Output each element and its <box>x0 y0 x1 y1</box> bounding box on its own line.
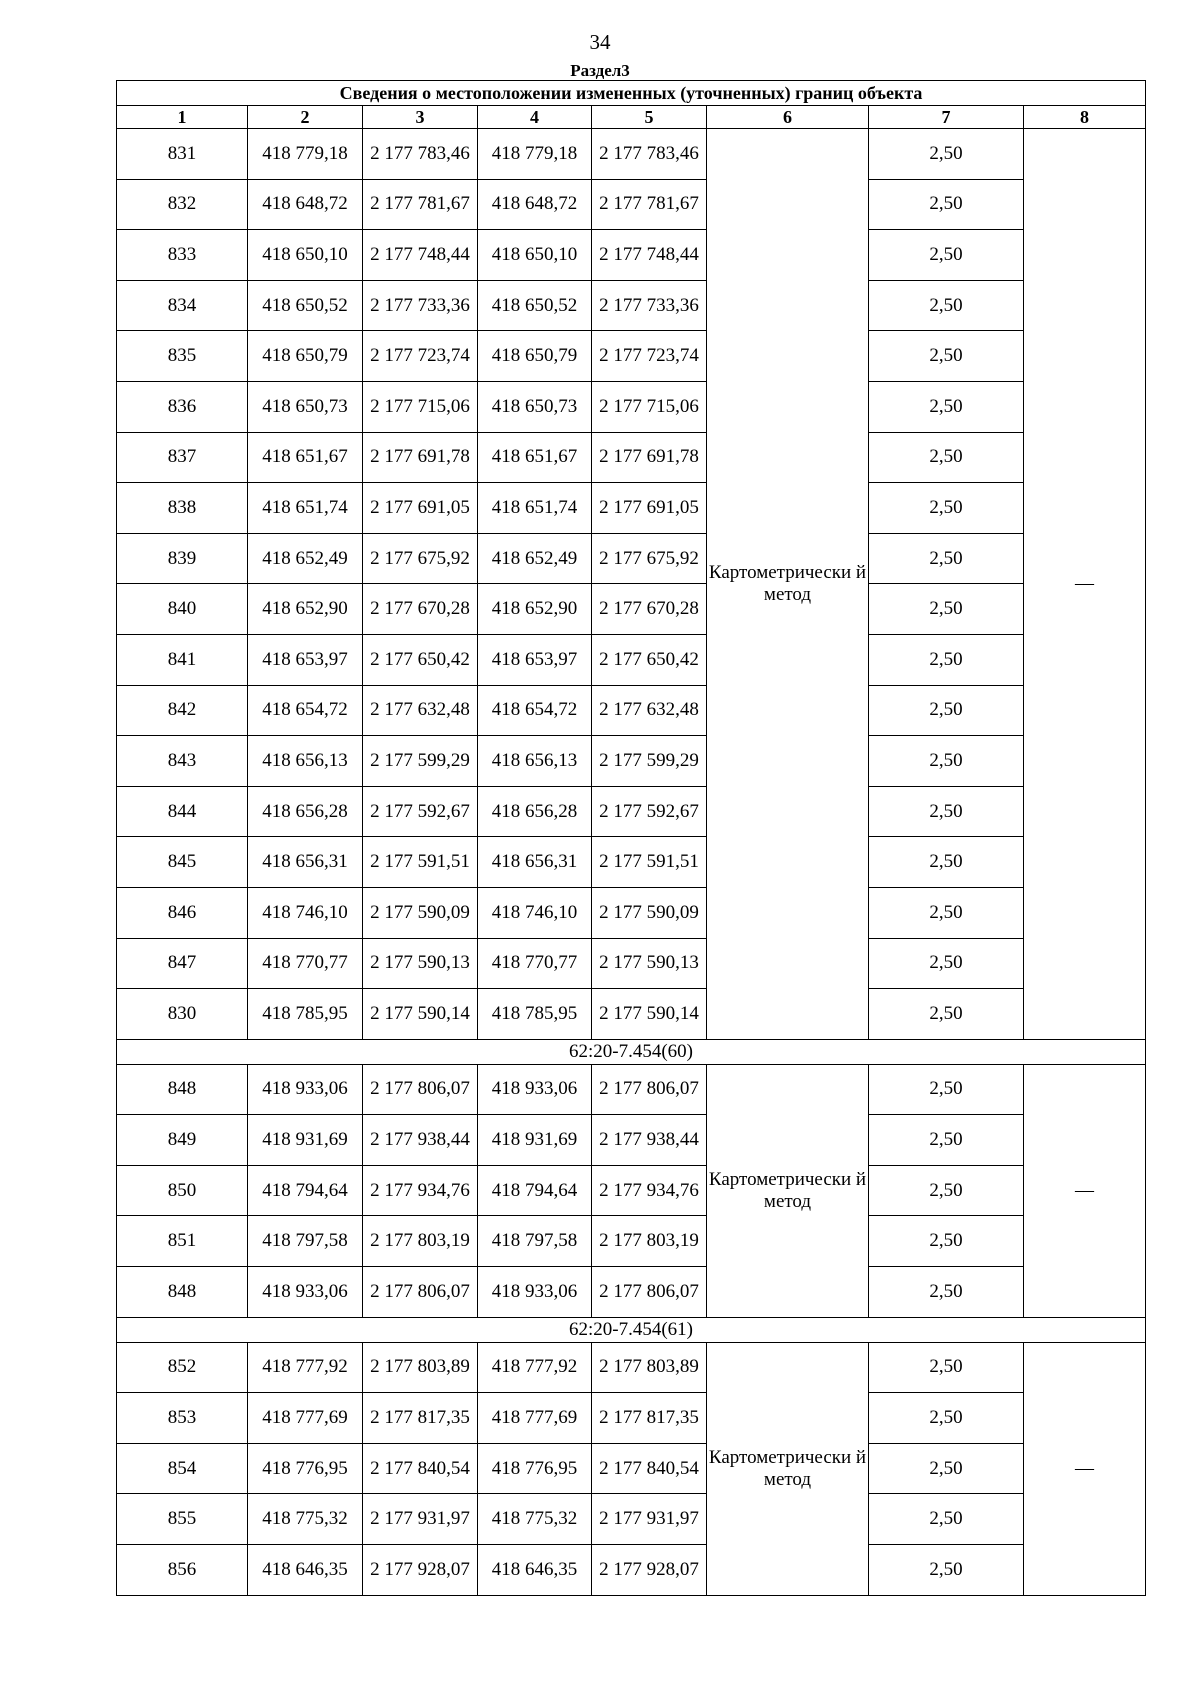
x-existing-cell: 418 650,79 <box>248 331 363 382</box>
y-refined-cell: 2 177 590,09 <box>592 887 707 938</box>
accuracy-cell: 2,50 <box>869 129 1024 180</box>
table-row <box>117 837 1146 888</box>
x-refined-cell: 418 933,06 <box>478 1064 592 1115</box>
x-existing-cell: 418 656,13 <box>248 736 363 787</box>
y-existing-cell: 2 177 691,78 <box>363 432 478 483</box>
point-number-cell: 845 <box>117 837 248 888</box>
y-existing-cell: 2 177 840,54 <box>363 1443 478 1494</box>
page-number: 34 <box>589 30 611 54</box>
x-refined-cell: 418 654,72 <box>478 685 592 736</box>
point-number-cell: 853 <box>117 1393 248 1444</box>
x-refined-cell: 418 650,52 <box>478 280 592 331</box>
point-number-cell: 836 <box>117 381 248 432</box>
accuracy-cell: 2,50 <box>869 634 1024 685</box>
y-existing-cell: 2 177 806,07 <box>363 1064 478 1115</box>
column-number-2: 2 <box>248 106 363 129</box>
x-existing-cell: 418 777,69 <box>248 1393 363 1444</box>
section-label: Раздел3 <box>570 61 630 80</box>
x-existing-cell: 418 651,67 <box>248 432 363 483</box>
y-refined-cell: 2 177 691,78 <box>592 432 707 483</box>
column-number-8: 8 <box>1024 106 1146 129</box>
point-number-cell: 854 <box>117 1443 248 1494</box>
table-row <box>117 1267 1146 1318</box>
accuracy-cell: 2,50 <box>869 887 1024 938</box>
y-refined-cell: 2 177 599,29 <box>592 736 707 787</box>
point-number-cell: 841 <box>117 634 248 685</box>
y-refined-cell: 2 177 591,51 <box>592 837 707 888</box>
x-refined-cell: 418 931,69 <box>478 1115 592 1166</box>
accuracy-cell: 2,50 <box>869 280 1024 331</box>
table-row <box>117 786 1146 837</box>
accuracy-cell: 2,50 <box>869 1342 1024 1393</box>
point-number-cell: 835 <box>117 331 248 382</box>
point-number-cell: 849 <box>117 1115 248 1166</box>
table-row <box>117 989 1146 1040</box>
y-refined-cell: 2 177 806,07 <box>592 1267 707 1318</box>
table-row <box>117 331 1146 382</box>
point-number-cell: 832 <box>117 179 248 230</box>
y-existing-cell: 2 177 650,42 <box>363 634 478 685</box>
accuracy-cell: 2,50 <box>869 1393 1024 1444</box>
table-row <box>117 1545 1146 1596</box>
y-existing-cell: 2 177 723,74 <box>363 331 478 382</box>
y-refined-cell: 2 177 783,46 <box>592 129 707 180</box>
point-number-cell: 848 <box>117 1064 248 1115</box>
accuracy-cell: 2,50 <box>869 230 1024 281</box>
boundary-coordinates-table <box>116 80 1146 1596</box>
description-cell: — <box>1024 129 1146 1040</box>
y-refined-cell: 2 177 934,76 <box>592 1165 707 1216</box>
point-number-cell: 855 <box>117 1494 248 1545</box>
point-number-cell: 848 <box>117 1267 248 1318</box>
x-refined-cell: 418 777,92 <box>478 1342 592 1393</box>
column-number-4: 4 <box>478 106 592 129</box>
y-refined-cell: 2 177 817,35 <box>592 1393 707 1444</box>
x-refined-cell: 418 785,95 <box>478 989 592 1040</box>
x-refined-cell: 418 652,49 <box>478 533 592 584</box>
y-existing-cell: 2 177 592,67 <box>363 786 478 837</box>
y-refined-cell: 2 177 803,19 <box>592 1216 707 1267</box>
point-number-cell: 844 <box>117 786 248 837</box>
x-existing-cell: 418 650,73 <box>248 381 363 432</box>
y-existing-cell: 2 177 783,46 <box>363 129 478 180</box>
accuracy-cell: 2,50 <box>869 1494 1024 1545</box>
x-existing-cell: 418 794,64 <box>248 1165 363 1216</box>
y-existing-cell: 2 177 928,07 <box>363 1545 478 1596</box>
x-refined-cell: 418 656,28 <box>478 786 592 837</box>
table-row <box>117 230 1146 281</box>
x-refined-cell: 418 650,10 <box>478 230 592 281</box>
accuracy-cell: 2,50 <box>869 786 1024 837</box>
point-number-cell: 842 <box>117 685 248 736</box>
table-row <box>117 584 1146 635</box>
accuracy-cell: 2,50 <box>869 381 1024 432</box>
y-existing-cell: 2 177 599,29 <box>363 736 478 787</box>
y-existing-cell: 2 177 691,05 <box>363 483 478 534</box>
parcel-subheading-row <box>117 1039 1146 1064</box>
x-refined-cell: 418 650,79 <box>478 331 592 382</box>
y-refined-cell: 2 177 781,67 <box>592 179 707 230</box>
y-existing-cell: 2 177 803,19 <box>363 1216 478 1267</box>
table-row <box>117 533 1146 584</box>
x-refined-cell: 418 775,32 <box>478 1494 592 1545</box>
y-refined-cell: 2 177 650,42 <box>592 634 707 685</box>
parcel-subheading: 62:20-7.454(60) <box>117 1039 1146 1064</box>
description-cell: — <box>1024 1064 1146 1317</box>
x-existing-cell: 418 648,72 <box>248 179 363 230</box>
table-row <box>117 938 1146 989</box>
x-refined-cell: 418 933,06 <box>478 1267 592 1318</box>
accuracy-cell: 2,50 <box>869 1545 1024 1596</box>
accuracy-cell: 2,50 <box>869 584 1024 635</box>
y-refined-cell: 2 177 715,06 <box>592 381 707 432</box>
point-number-cell: 851 <box>117 1216 248 1267</box>
y-existing-cell: 2 177 817,35 <box>363 1393 478 1444</box>
y-existing-cell: 2 177 590,09 <box>363 887 478 938</box>
point-number-cell: 838 <box>117 483 248 534</box>
x-existing-cell: 418 770,77 <box>248 938 363 989</box>
y-refined-cell: 2 177 590,13 <box>592 938 707 989</box>
table-row <box>117 1115 1146 1166</box>
x-existing-cell: 418 797,58 <box>248 1216 363 1267</box>
column-number-6: 6 <box>707 106 869 129</box>
method-cell: Картометрически й метод <box>707 129 869 1040</box>
point-number-cell: 839 <box>117 533 248 584</box>
x-refined-cell: 418 797,58 <box>478 1216 592 1267</box>
x-existing-cell: 418 776,95 <box>248 1443 363 1494</box>
accuracy-cell: 2,50 <box>869 938 1024 989</box>
y-existing-cell: 2 177 632,48 <box>363 685 478 736</box>
point-number-cell: 852 <box>117 1342 248 1393</box>
y-existing-cell: 2 177 715,06 <box>363 381 478 432</box>
point-number-cell: 840 <box>117 584 248 635</box>
x-refined-cell: 418 779,18 <box>478 129 592 180</box>
x-refined-cell: 418 653,97 <box>478 634 592 685</box>
accuracy-cell: 2,50 <box>869 1064 1024 1115</box>
x-existing-cell: 418 777,92 <box>248 1342 363 1393</box>
accuracy-cell: 2,50 <box>869 736 1024 787</box>
accuracy-cell: 2,50 <box>869 1267 1024 1318</box>
table-title: Сведения о местоположении измененных (уточненных) границ объекта <box>117 81 1146 106</box>
x-existing-cell: 418 651,74 <box>248 483 363 534</box>
table-row <box>117 1342 1146 1393</box>
y-refined-cell: 2 177 632,48 <box>592 685 707 736</box>
x-existing-cell: 418 746,10 <box>248 887 363 938</box>
y-existing-cell: 2 177 803,89 <box>363 1342 478 1393</box>
table-row <box>117 381 1146 432</box>
accuracy-cell: 2,50 <box>869 685 1024 736</box>
y-refined-cell: 2 177 590,14 <box>592 989 707 1040</box>
point-number-cell: 843 <box>117 736 248 787</box>
y-existing-cell: 2 177 938,44 <box>363 1115 478 1166</box>
x-existing-cell: 418 650,10 <box>248 230 363 281</box>
x-existing-cell: 418 931,69 <box>248 1115 363 1166</box>
y-existing-cell: 2 177 748,44 <box>363 230 478 281</box>
accuracy-cell: 2,50 <box>869 533 1024 584</box>
method-cell: Картометрически й метод <box>707 1064 869 1317</box>
x-refined-cell: 418 776,95 <box>478 1443 592 1494</box>
table-row <box>117 1443 1146 1494</box>
y-existing-cell: 2 177 781,67 <box>363 179 478 230</box>
x-existing-cell: 418 652,90 <box>248 584 363 635</box>
y-existing-cell: 2 177 931,97 <box>363 1494 478 1545</box>
x-existing-cell: 418 653,97 <box>248 634 363 685</box>
y-refined-cell: 2 177 691,05 <box>592 483 707 534</box>
point-number-cell: 856 <box>117 1545 248 1596</box>
accuracy-cell: 2,50 <box>869 179 1024 230</box>
table-row <box>117 1494 1146 1545</box>
y-existing-cell: 2 177 934,76 <box>363 1165 478 1216</box>
accuracy-cell: 2,50 <box>869 1165 1024 1216</box>
y-existing-cell: 2 177 670,28 <box>363 584 478 635</box>
table-row <box>117 1393 1146 1444</box>
x-refined-cell: 418 652,90 <box>478 584 592 635</box>
x-refined-cell: 418 777,69 <box>478 1393 592 1444</box>
point-number-cell: 833 <box>117 230 248 281</box>
y-refined-cell: 2 177 675,92 <box>592 533 707 584</box>
table-row <box>117 129 1146 180</box>
x-refined-cell: 418 648,72 <box>478 179 592 230</box>
x-refined-cell: 418 651,67 <box>478 432 592 483</box>
table-row <box>117 280 1146 331</box>
x-refined-cell: 418 650,73 <box>478 381 592 432</box>
x-refined-cell: 418 794,64 <box>478 1165 592 1216</box>
parcel-subheading-row <box>117 1317 1146 1342</box>
x-refined-cell: 418 646,35 <box>478 1545 592 1596</box>
description-cell: — <box>1024 1342 1146 1595</box>
x-existing-cell: 418 646,35 <box>248 1545 363 1596</box>
y-existing-cell: 2 177 590,14 <box>363 989 478 1040</box>
x-existing-cell: 418 933,06 <box>248 1267 363 1318</box>
accuracy-cell: 2,50 <box>869 837 1024 888</box>
x-refined-cell: 418 651,74 <box>478 483 592 534</box>
y-existing-cell: 2 177 806,07 <box>363 1267 478 1318</box>
x-existing-cell: 418 652,49 <box>248 533 363 584</box>
table-row <box>117 432 1146 483</box>
y-refined-cell: 2 177 931,97 <box>592 1494 707 1545</box>
y-refined-cell: 2 177 723,74 <box>592 331 707 382</box>
point-number-cell: 830 <box>117 989 248 1040</box>
table-row <box>117 1064 1146 1115</box>
table-row <box>117 685 1146 736</box>
point-number-cell: 834 <box>117 280 248 331</box>
table-row <box>117 887 1146 938</box>
accuracy-cell: 2,50 <box>869 1115 1024 1166</box>
y-refined-cell: 2 177 670,28 <box>592 584 707 635</box>
point-number-cell: 850 <box>117 1165 248 1216</box>
x-existing-cell: 418 933,06 <box>248 1064 363 1115</box>
column-number-1: 1 <box>117 106 248 129</box>
y-refined-cell: 2 177 928,07 <box>592 1545 707 1596</box>
accuracy-cell: 2,50 <box>869 1216 1024 1267</box>
table-row <box>117 634 1146 685</box>
parcel-subheading: 62:20-7.454(61) <box>117 1317 1146 1342</box>
accuracy-cell: 2,50 <box>869 483 1024 534</box>
y-refined-cell: 2 177 803,89 <box>592 1342 707 1393</box>
accuracy-cell: 2,50 <box>869 331 1024 382</box>
y-refined-cell: 2 177 806,07 <box>592 1064 707 1115</box>
method-cell: Картометрически й метод <box>707 1342 869 1595</box>
x-existing-cell: 418 656,28 <box>248 786 363 837</box>
y-existing-cell: 2 177 733,36 <box>363 280 478 331</box>
column-number-row <box>117 106 1146 129</box>
x-existing-cell: 418 656,31 <box>248 837 363 888</box>
y-refined-cell: 2 177 938,44 <box>592 1115 707 1166</box>
x-existing-cell: 418 775,32 <box>248 1494 363 1545</box>
y-refined-cell: 2 177 840,54 <box>592 1443 707 1494</box>
accuracy-cell: 2,50 <box>869 1443 1024 1494</box>
column-number-7: 7 <box>869 106 1024 129</box>
point-number-cell: 847 <box>117 938 248 989</box>
y-existing-cell: 2 177 675,92 <box>363 533 478 584</box>
column-number-3: 3 <box>363 106 478 129</box>
x-refined-cell: 418 746,10 <box>478 887 592 938</box>
accuracy-cell: 2,50 <box>869 989 1024 1040</box>
table-row <box>117 1216 1146 1267</box>
x-existing-cell: 418 785,95 <box>248 989 363 1040</box>
point-number-cell: 846 <box>117 887 248 938</box>
point-number-cell: 837 <box>117 432 248 483</box>
y-existing-cell: 2 177 591,51 <box>363 837 478 888</box>
table-row <box>117 483 1146 534</box>
table-row <box>117 1165 1146 1216</box>
point-number-cell: 831 <box>117 129 248 180</box>
x-existing-cell: 418 650,52 <box>248 280 363 331</box>
x-refined-cell: 418 656,31 <box>478 837 592 888</box>
y-refined-cell: 2 177 592,67 <box>592 786 707 837</box>
accuracy-cell: 2,50 <box>869 432 1024 483</box>
x-refined-cell: 418 656,13 <box>478 736 592 787</box>
y-refined-cell: 2 177 733,36 <box>592 280 707 331</box>
y-existing-cell: 2 177 590,13 <box>363 938 478 989</box>
x-existing-cell: 418 779,18 <box>248 129 363 180</box>
y-refined-cell: 2 177 748,44 <box>592 230 707 281</box>
x-refined-cell: 418 770,77 <box>478 938 592 989</box>
table-row <box>117 179 1146 230</box>
column-number-5: 5 <box>592 106 707 129</box>
table-row <box>117 736 1146 787</box>
x-existing-cell: 418 654,72 <box>248 685 363 736</box>
